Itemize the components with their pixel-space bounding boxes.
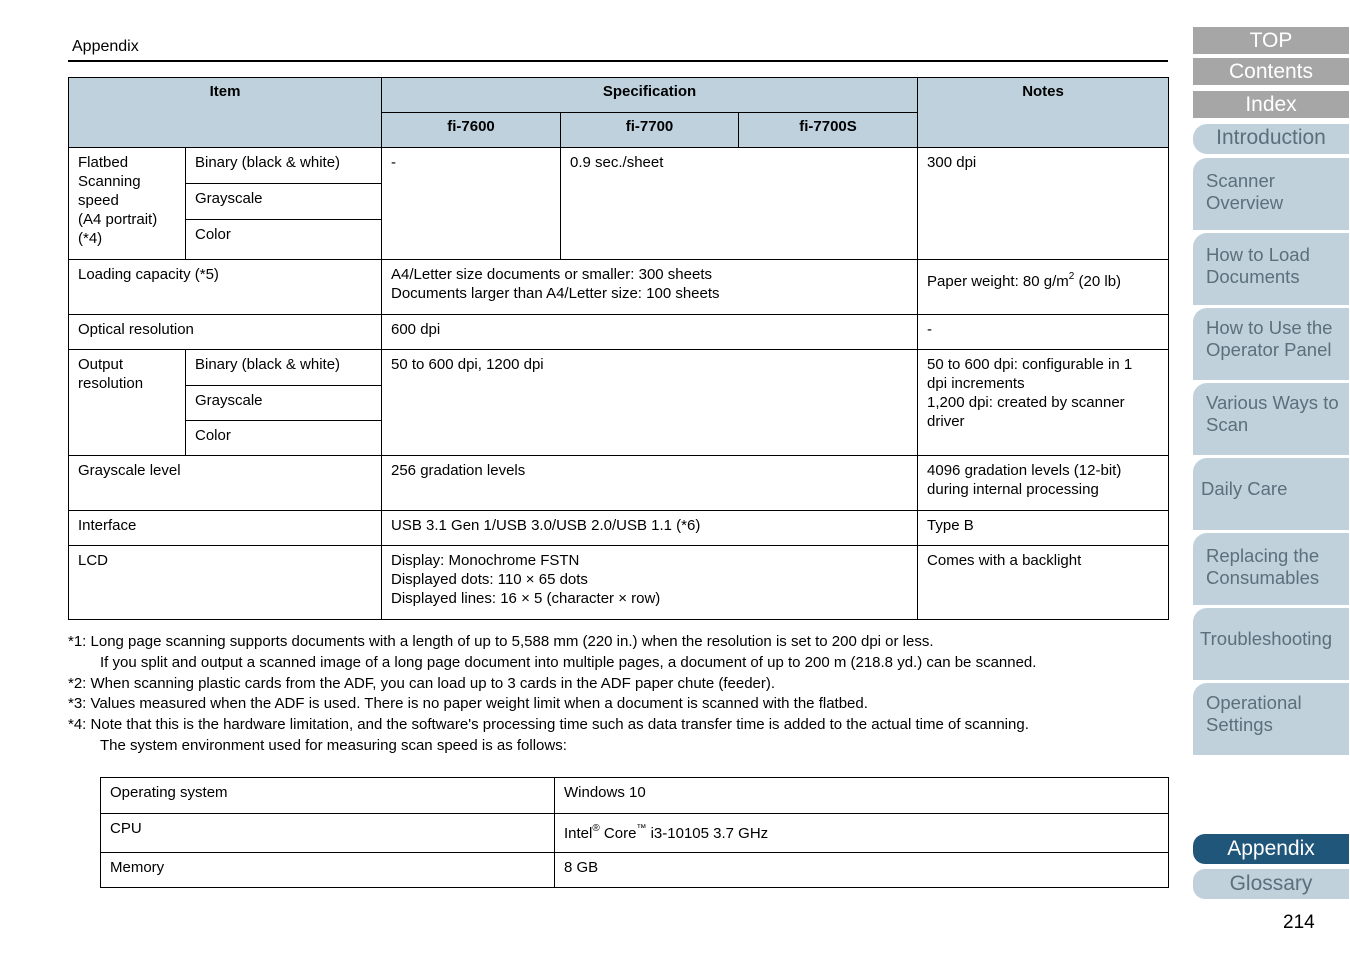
table-row <box>69 511 1169 546</box>
nav-tab-appendix[interactable]: Appendix <box>1193 834 1349 864</box>
header-model-fi-7700s: fi-7700S <box>739 113 918 148</box>
output-mode-grayscale: Grayscale <box>186 386 382 421</box>
output-resolution-notes: 50 to 600 dpi: configurable in 1 dpi increments 1,200 dpi: created by scanner driver <box>918 350 1169 456</box>
page-number: 214 <box>1283 912 1315 933</box>
lcd-notes: Comes with a backlight <box>918 546 1169 620</box>
loading-capacity-label: Loading capacity (*5) <box>69 260 382 315</box>
optical-resolution-spec: 600 dpi <box>382 315 918 350</box>
footnote-1: *1: Long page scanning supports documents with a length of up to 5,588 mm (220 in.) when the resolution is set to 200 dpi or less. <box>68 633 934 650</box>
nav-tab-how-to-load-documents[interactable]: How to Load Documents <box>1193 233 1349 305</box>
flatbed-mode-color: Color <box>186 220 382 260</box>
specification-table <box>68 77 1169 620</box>
os-label: Operating system <box>101 778 555 814</box>
output-resolution-label: Output resolution <box>69 350 186 456</box>
loading-capacity-spec: A4/Letter size documents or smaller: 300 sheets Documents larger than A4/Letter size: 100 sheets <box>382 260 918 315</box>
flatbed-speed-label: Flatbed Scanning speed (A4 portrait) (*4) <box>69 148 186 260</box>
optical-resolution-notes: - <box>918 315 1169 350</box>
footnote-3: *3: Values measured when the ADF is used. There is no paper weight limit when a document is scanned with the flatbed. <box>68 695 868 713</box>
nav-index-button[interactable]: Index <box>1193 91 1349 118</box>
flatbed-mode-grayscale: Grayscale <box>186 184 382 220</box>
cpu-label: CPU <box>101 814 555 853</box>
interface-spec: USB 3.1 Gen 1/USB 3.0/USB 2.0/USB 1.1 (*6) <box>382 511 918 546</box>
interface-label: Interface <box>69 511 382 546</box>
footnote-1-continued: If you split and output a scanned image of a long page document into multiple pages, a document of up to 200 m (218.8 yd.) can be scanned. <box>100 653 1037 671</box>
header-specification: Specification <box>382 78 918 113</box>
nav-contents-button[interactable]: Contents <box>1193 58 1349 85</box>
nav-tab-glossary[interactable]: Glossary <box>1193 869 1349 899</box>
table-row <box>69 456 1169 511</box>
nav-tab-daily-care[interactable]: Daily Care <box>1193 458 1349 530</box>
loading-capacity-notes: Paper weight: 80 $g/m^2$ (20 lb) <box>918 260 1169 315</box>
flatbed-fi-7700-value: 0.9 sec./sheet <box>561 148 918 260</box>
footnote-4-continued: The system environment used for measuring scan speed is as follows: <box>100 736 567 754</box>
nav-top-button[interactable]: TOP <box>1193 27 1349 54</box>
section-title: Appendix <box>72 38 139 55</box>
nav-tab-operator-panel[interactable]: How to Use the Operator Panel <box>1193 308 1349 380</box>
footnotes <box>68 632 1148 757</box>
table-row <box>69 260 1169 315</box>
flatbed-notes: 300 dpi <box>918 148 1169 260</box>
output-mode-binary: Binary (black & white) <box>186 350 382 386</box>
footnote-4: *4: Note that this is the hardware limitation, and the software's processing time such as data transfer time is added to the actual time of scanning. <box>68 716 1029 734</box>
header-item: Item <box>69 78 382 148</box>
table-row <box>69 546 1169 620</box>
header-model-fi-7600: fi-7600 <box>382 113 561 148</box>
flatbed-fi-7600-value: - <box>382 148 561 260</box>
table-row <box>101 778 1169 814</box>
nav-tab-scanner-overview[interactable]: Scanner Overview <box>1193 158 1349 230</box>
nav-tab-various-ways-to-scan[interactable]: Various Ways to Scan <box>1193 383 1349 455</box>
cpu-value: Intel® Core™ i3-10105 3.7 GHz <box>555 814 1169 853</box>
flatbed-mode-binary: Binary (black & white) <box>186 148 382 184</box>
lcd-spec: Display: Monochrome FSTN Displayed dots: 110 × 65 dots Displayed lines: 16 × 5 (character × row) <box>382 546 918 620</box>
section-divider <box>68 60 1168 62</box>
output-mode-color: Color <box>186 421 382 456</box>
header-notes: Notes <box>918 78 1169 148</box>
table-row <box>69 315 1169 350</box>
os-value: Windows 10 <box>555 778 1169 814</box>
header-model-fi-7700: fi-7700 <box>561 113 739 148</box>
optical-resolution-label: Optical resolution <box>69 315 382 350</box>
side-navigation <box>1193 0 1350 954</box>
table-row <box>69 350 1169 386</box>
nav-tab-introduction[interactable]: Introduction <box>1193 124 1349 154</box>
nav-tab-operational-settings[interactable]: Operational Settings <box>1193 683 1349 755</box>
table-row <box>101 814 1169 853</box>
memory-value: 8 GB <box>555 853 1169 888</box>
footnote-2: *2: When scanning plastic cards from the ADF, you can load up to 3 cards in the ADF paper chute (feeder). <box>68 674 776 692</box>
nav-tab-troubleshooting[interactable]: Troubleshooting <box>1193 608 1349 680</box>
table-row <box>69 148 1169 184</box>
system-environment-table <box>100 777 1169 888</box>
nav-tab-replacing-consumables[interactable]: Replacing the Consumables <box>1193 533 1349 605</box>
lcd-label: LCD <box>69 546 382 620</box>
output-resolution-spec: 50 to 600 dpi, 1200 dpi <box>382 350 918 456</box>
table-row <box>101 853 1169 888</box>
memory-label: Memory <box>101 853 555 888</box>
grayscale-level-spec: 256 gradation levels <box>382 456 918 511</box>
interface-notes: Type B <box>918 511 1169 546</box>
grayscale-level-notes: 4096 gradation levels (12-bit) during internal processing <box>918 456 1169 511</box>
grayscale-level-label: Grayscale level <box>69 456 382 511</box>
